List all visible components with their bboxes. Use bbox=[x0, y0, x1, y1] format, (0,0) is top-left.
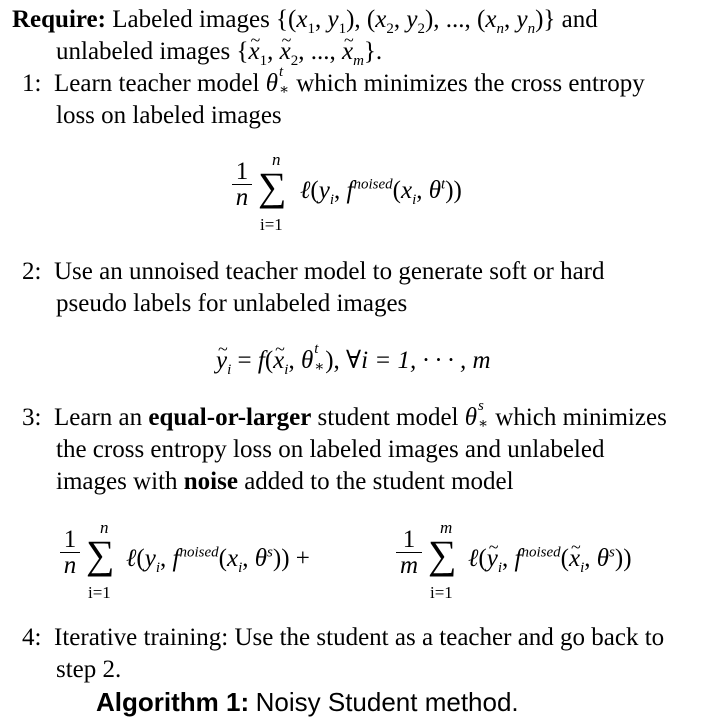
step-2-line-1 bbox=[22, 256, 605, 288]
eq1-fraction: $\frac{1}{n}$ bbox=[232, 160, 252, 211]
eq3-body-2: ℓ(~ $y_i$, $f^{noised}(\sim$ $x_i$, $\theta^s$)) bbox=[468, 543, 632, 575]
step-2-line-2: pseudo labels for unlabeled images bbox=[56, 290, 408, 317]
step-3-line3-pre: images with bbox=[56, 468, 178, 495]
eq3-sum1-upper: n bbox=[100, 518, 109, 537]
step-1-text-pre: Learn teacher model bbox=[54, 70, 260, 97]
caption-label: Algorithm 1: bbox=[96, 687, 250, 717]
eq1-body: $\ell(y_i$, $f^{noised}(x_i$, $\theta^t$)) bbox=[300, 176, 462, 208]
require-label: Require: bbox=[12, 6, 106, 33]
step-3-line3-post: added to the student model bbox=[244, 468, 514, 495]
step-2-text-1: Use an unnoised teacher model to generate soft or hard bbox=[54, 258, 605, 285]
caption-text: Noisy Student method. bbox=[255, 687, 519, 717]
step-2-number: 2: bbox=[22, 258, 42, 285]
eq3-sum2-upper: m bbox=[440, 518, 453, 537]
eq1-sum-lower: i=1 bbox=[260, 215, 283, 234]
step-4-line-2: step 2. bbox=[56, 656, 122, 683]
eq3-fraction-1: $\frac{1}{n}$ bbox=[60, 528, 80, 579]
require-line-1 bbox=[12, 4, 598, 36]
step-3-text-mid: student model bbox=[317, 404, 459, 431]
eq1-sum-upper: n bbox=[272, 150, 281, 169]
eq3-body-1: $\ell(y_i$, $f^{noised}(x_i$, $\theta^s$)) + bbox=[126, 544, 310, 576]
eq3-sigma-1: ∑ bbox=[86, 532, 115, 577]
eq2-rhs: i = 1, · · · , m bbox=[361, 347, 491, 374]
eq3-fraction-2: $\frac{1}{m}$ bbox=[396, 528, 422, 579]
step-1-line-1: 1: Learn teacher model θ t ∗ which minimizes the cross entropy bbox=[22, 64, 645, 98]
eq3-sum2-lower: i=1 bbox=[430, 583, 453, 602]
step-3-line-2: the cross entropy loss on labeled images and unlabeled bbox=[56, 436, 605, 463]
require-line-2: unlabeled images {~ $x_1$, ~ $x_2$, ..., ~ $x_m$}. bbox=[56, 36, 382, 68]
algorithm-caption bbox=[96, 686, 519, 719]
step-4-number: 4: bbox=[22, 624, 42, 651]
require-text-prefix: Labeled images {($x_1$, $y_1$), ($x_2$, $y_2$), ..., ($x_n$, $y_n$)} and bbox=[112, 6, 598, 37]
step-3-text-post: which minimizes bbox=[495, 404, 667, 431]
eq3-sigma-2: ∑ bbox=[428, 532, 457, 577]
step-3-number: 3: bbox=[22, 404, 42, 431]
eq1-sigma: ∑ bbox=[258, 164, 287, 209]
step-3-text-pre: Learn an bbox=[54, 404, 143, 431]
step-4-text-1: Iterative training: Use the student as a teacher and go back to bbox=[54, 624, 665, 651]
step-3-bold: equal-or-larger bbox=[148, 404, 312, 431]
step-3-line-3 bbox=[56, 466, 514, 498]
step-3-line-1: 3: Learn an equal-or-larger student model θ s ∗ which minimizes bbox=[22, 398, 667, 432]
step-1-number: 1: bbox=[22, 70, 42, 97]
step-4-line-1 bbox=[22, 622, 664, 654]
step-3-noise-bold: noise bbox=[183, 468, 238, 495]
step-1-line-2: loss on labeled images bbox=[56, 102, 282, 129]
step-1-text-post: which minimizes the cross entropy bbox=[296, 70, 645, 97]
equation-2: ~ $y_i$ = f(~ $x_i$, θ t ∗ ), ∀i = 1, · · · , m bbox=[216, 345, 491, 377]
eq3-sum1-lower: i=1 bbox=[88, 583, 111, 602]
